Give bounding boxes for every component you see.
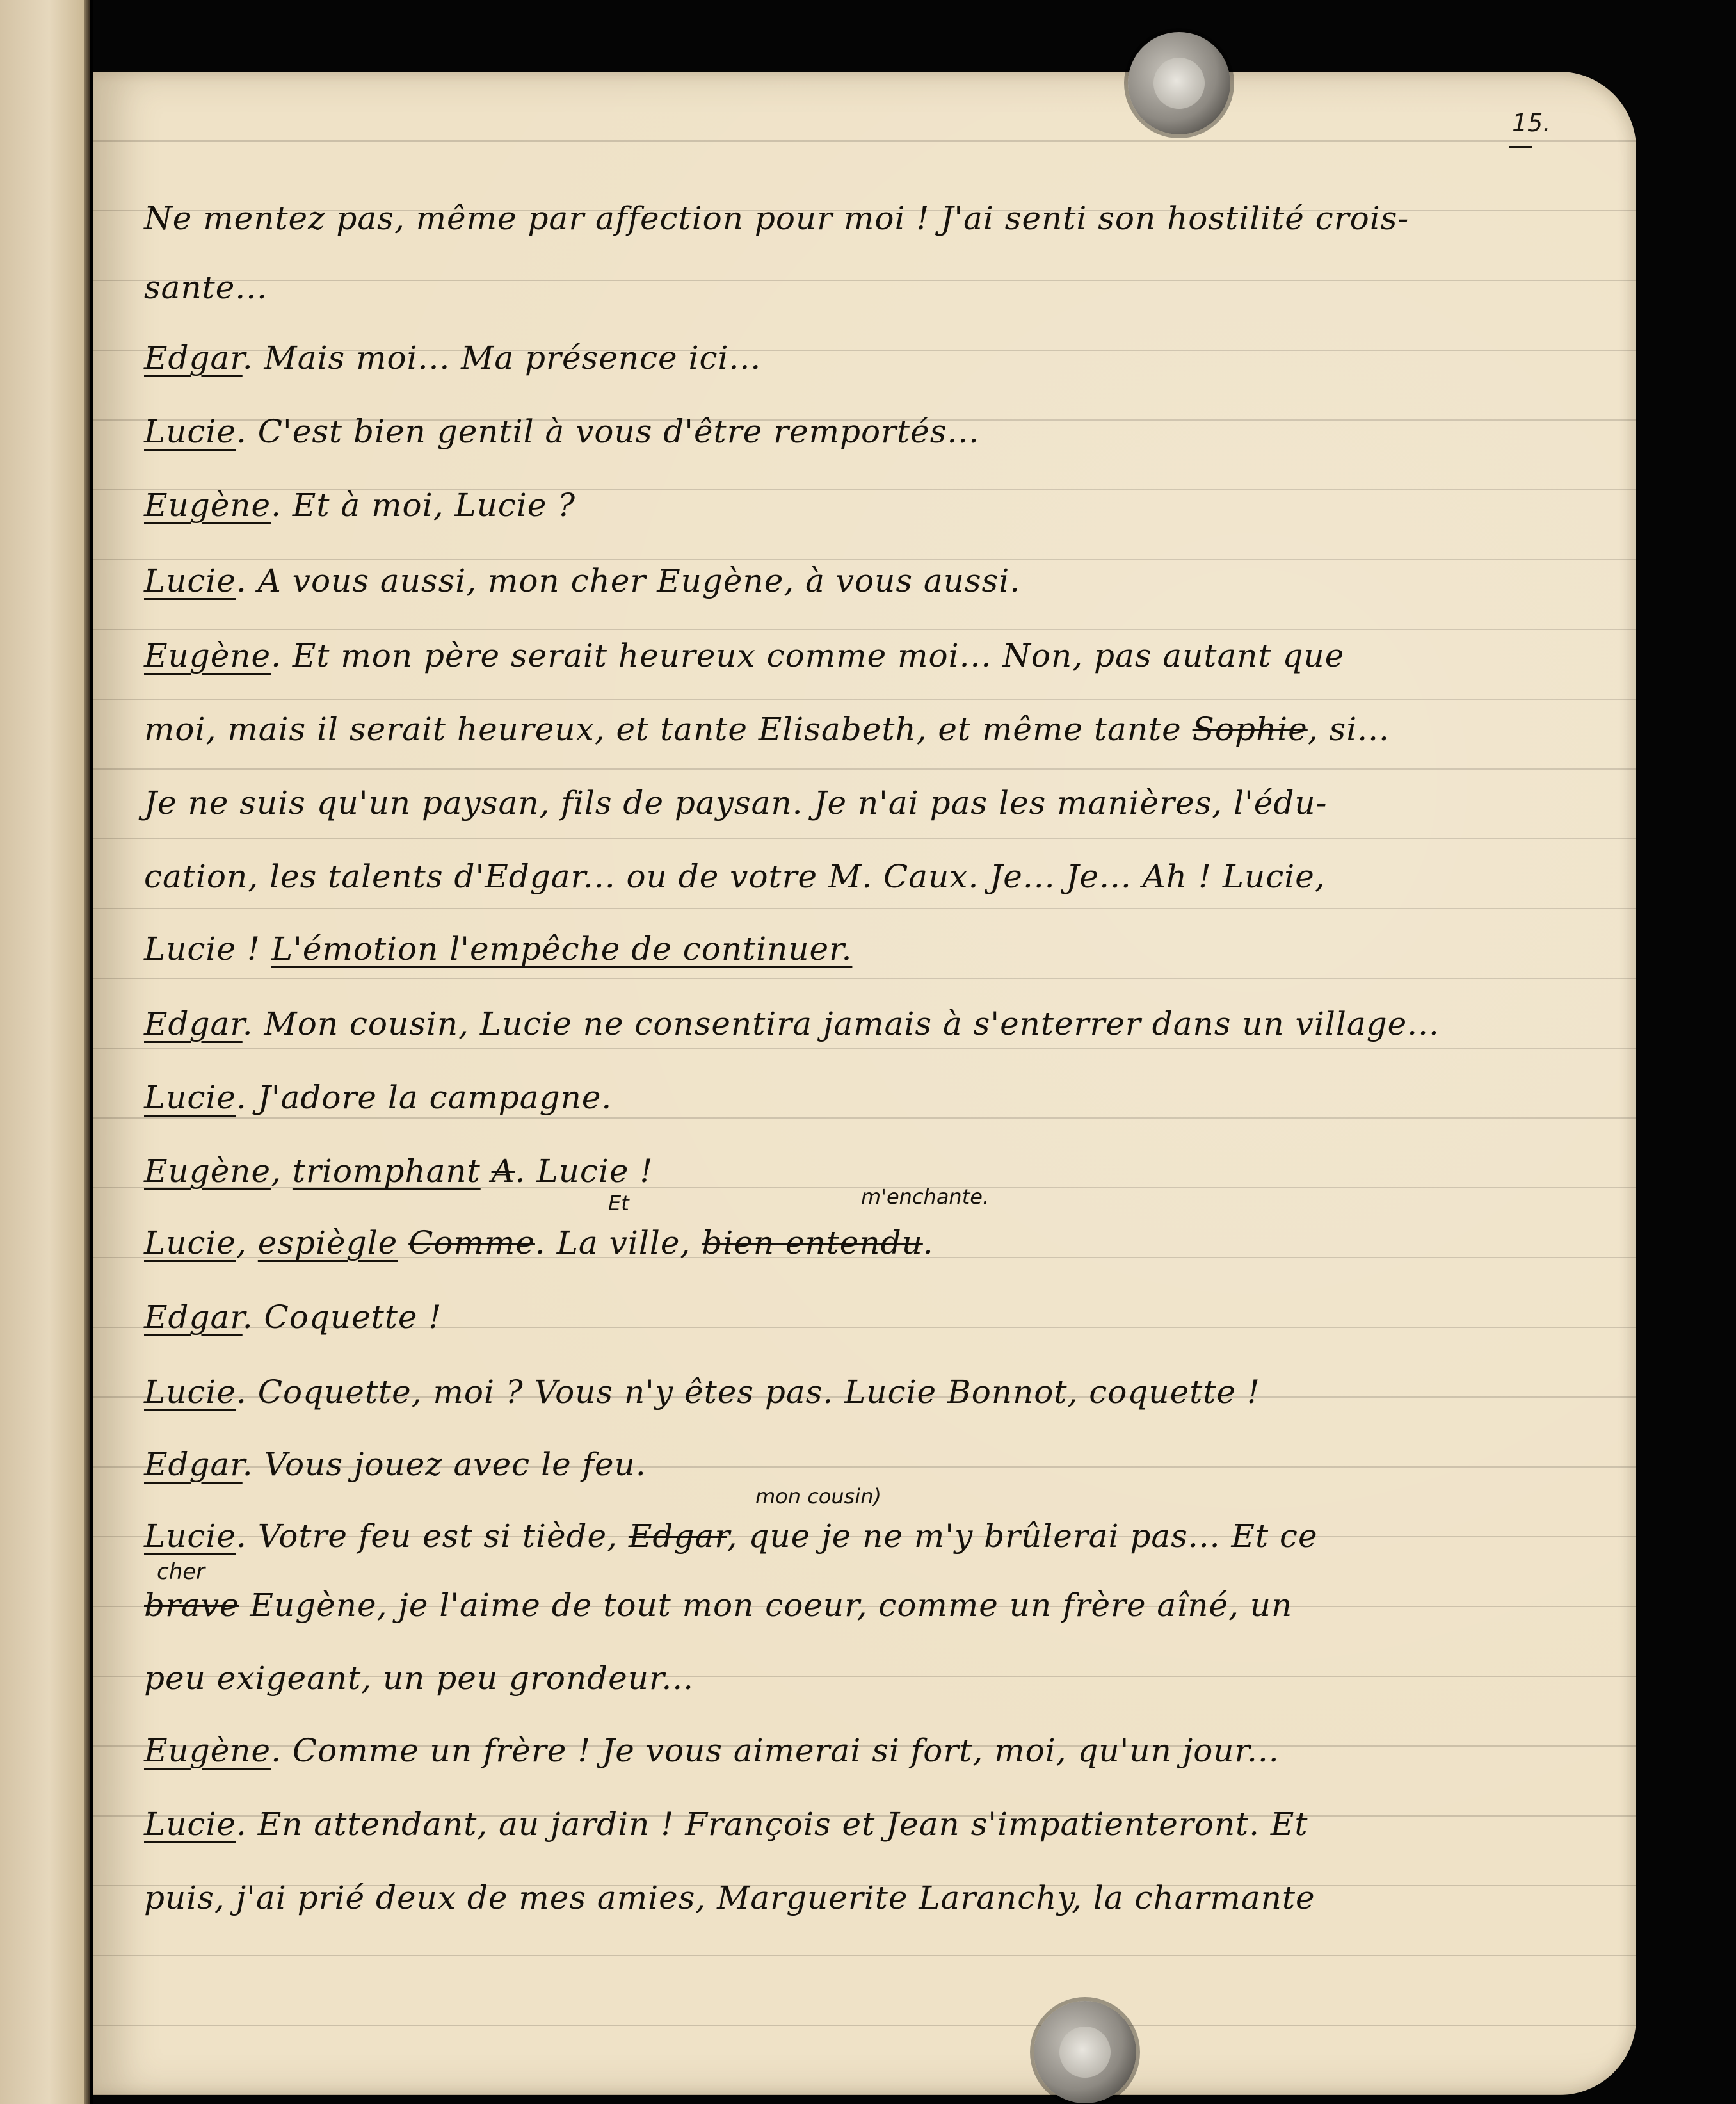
left-page-edge [0,0,90,2104]
line-text: . Vous jouez avec le feu. [242,1446,647,1483]
speaker-name: Eugène [144,637,271,674]
dialogue-line [144,1732,1603,1769]
speaker-name: Lucie [144,1079,236,1116]
line-text: . La ville, [534,1224,691,1261]
line-text: . Mais moi... Ma présence ici... [242,339,762,376]
dialogue-line [144,1224,1603,1261]
line-text: moi, mais il serait heureux, et tante Elisabeth, et même tante [144,711,1182,748]
binder-ring-top [1128,32,1230,134]
line-text: . Coquette ! [242,1299,442,1336]
dialogue-line [144,1079,1603,1116]
binder-ring-bottom [1034,2001,1136,2103]
line-text: . Lucie ! [515,1153,654,1190]
insertion-above: cher [157,1559,205,1585]
line-text: Ne mentez pas, même par affection pour moi ! J'ai senti son hostilité crois- [144,200,1410,237]
line-text: sante... [144,269,268,306]
manuscript-line [144,784,1603,821]
line-text: . Votre feu est si tiède, [236,1517,618,1555]
line-text: peu exigeant, un peu grondeur... [144,1660,695,1697]
insertion-above: Et [608,1191,629,1215]
speaker-name: Edgar [144,339,243,376]
line-text: . Coquette, moi ? Vous n'y êtes pas. Lucie Bonnot, coquette ! [236,1373,1260,1411]
page-number: 15. [1512,109,1551,137]
binder-ring-hole [1153,58,1205,109]
line-text: . A vous aussi, mon cher Eugène, à vous aussi. [236,562,1021,599]
line-text: puis, j'ai prié deux de mes amies, Marguerite Laranchy, la charmante [144,1879,1315,1916]
struck-word: Sophie [1192,711,1308,748]
line-text-after: . [922,1224,934,1261]
dialogue-line [144,562,1603,599]
dialogue-line [144,1446,1603,1483]
page-edge-shadow [84,0,90,2104]
manuscript-line [144,1879,1603,1916]
struck-word: Edgar [628,1517,727,1555]
speaker-name: Lucie [144,562,236,599]
line-text: Eugène, je l'aime de tout mon coeur, comme un frère aîné, un [239,1587,1293,1624]
line-text: . En attendant, au jardin ! François et Jean s'impatienteront. Et [236,1806,1308,1843]
speaker-name: Edgar [144,1005,243,1042]
speaker-name: Lucie [144,1517,236,1555]
line-text: Je ne suis qu'un paysan, fils de paysan. Je n'ai pas les manières, l'édu- [144,784,1328,821]
line-text-pre: , [271,1153,293,1190]
dialogue-line [144,1373,1603,1411]
insertion-above: mon cousin) [755,1484,881,1509]
dialogue-line [144,339,1603,376]
speaker-name: Lucie [144,1224,236,1261]
line-text-after: , si... [1307,711,1390,748]
dialogue-line [144,1806,1603,1843]
dialogue-line [144,487,1603,524]
speaker-name: Eugène [144,1732,271,1769]
stage-direction: L'émotion l'empêche de continuer. [271,930,853,967]
stage-direction: espiègle [257,1224,398,1261]
manuscript-line [144,269,1603,306]
manuscript-line [144,711,1603,748]
struck-word: brave [144,1587,239,1624]
dialogue-line [144,1517,1603,1555]
line-text: Lucie ! [144,930,261,967]
binder-ring-hole [1059,2027,1111,2078]
stage-direction: triomphant [292,1153,481,1190]
speaker-name: Lucie [144,1373,236,1411]
speaker-name: Eugène [144,1153,271,1190]
dialogue-line [144,413,1603,450]
struck-word: Comme [408,1224,535,1261]
line-text: . J'adore la campagne. [236,1079,613,1116]
manuscript-line [144,858,1603,895]
dialogue-line [144,637,1603,674]
dialogue-line [144,1299,1603,1336]
line-text: . Et à moi, Lucie ? [271,487,576,524]
insertion-above: m'enchante. [861,1185,990,1209]
line-text: . Mon cousin, Lucie ne consentira jamais à s'enterrer dans un village... [242,1005,1440,1042]
line-text: cation, les talents d'Edgar... ou de votre M. Caux. Je... Je... Ah ! Lucie, [144,858,1326,895]
speaker-name: Eugène [144,487,271,524]
manuscript-line [144,930,1603,967]
manuscript-line [144,1587,1603,1624]
struck-word: bien entendu [702,1224,923,1261]
speaker-name: Edgar [144,1446,243,1483]
dialogue-line [144,1005,1603,1042]
speaker-name: Edgar [144,1299,243,1336]
speaker-name: Lucie [144,1806,236,1843]
manuscript-line [144,1660,1603,1697]
line-text-after: , que je ne m'y brûlerai pas... Et ce [727,1517,1318,1555]
line-text: . Comme un frère ! Je vous aimerai si fort, moi, qu'un jour... [271,1732,1280,1769]
speaker-name: Lucie [144,413,236,450]
line-text: . Et mon père serait heureux comme moi... Non, pas autant que [271,637,1345,674]
line-text-pre: , [236,1224,258,1261]
line-text: . C'est bien gentil à vous d'être remportés... [236,413,980,450]
struck-word: A [491,1153,515,1190]
manuscript-line [144,200,1603,237]
